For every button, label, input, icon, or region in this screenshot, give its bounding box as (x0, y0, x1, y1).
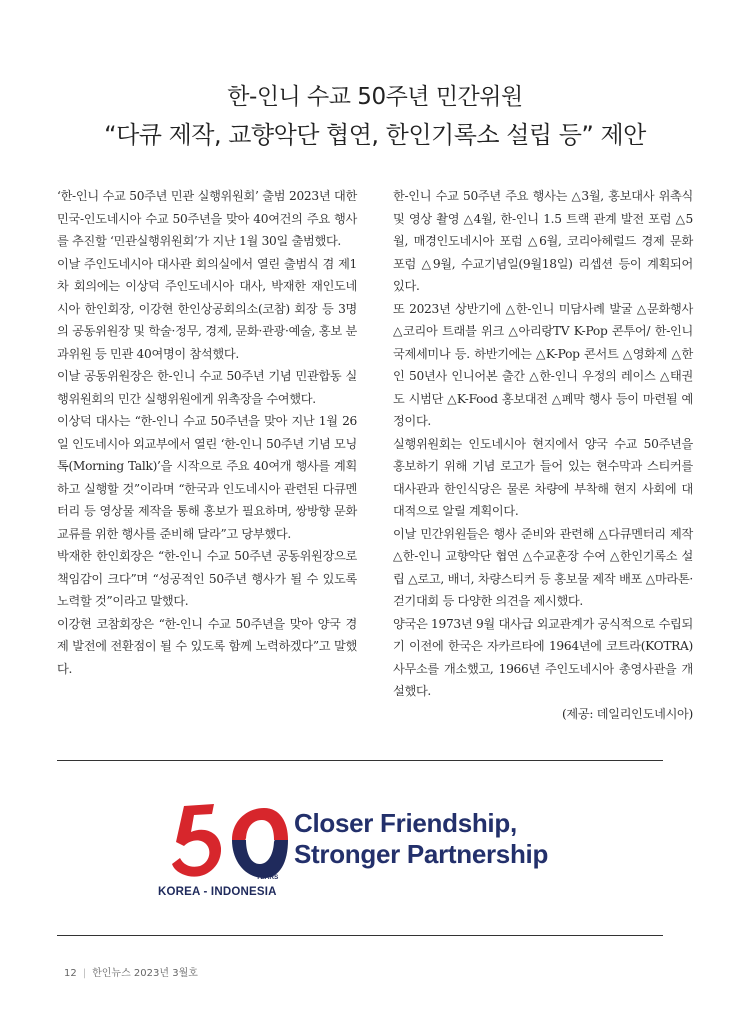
paragraph: 또 2023년 상반기에 △한-인니 미담사례 발굴 △문화행사 △코리아 트래블 위크 △아리랑TV K-Pop 콘투어/ 한-인니 국제세미나 등. 하반기에는 △K-Pop 콘서트 △영화제 △한인 50년사 인니어본 출간 △한-인니 우정의 레이스 △태권도 시범단 △K-Food 홍보대전 △폐막 행사 등이 마련될 예정이다. (393, 301, 693, 428)
anniversary-banner (158, 790, 590, 900)
divider-top (57, 760, 663, 761)
footer-separator: | (82, 968, 87, 979)
article-body (57, 185, 693, 725)
page-footer (64, 964, 198, 979)
source-credit: (제공: 데일리인도네시아) (561, 706, 693, 721)
paragraph: 이날 민간위원들은 행사 준비와 관련해 △다큐멘터리 제작 △한-인니 교향악단 협연 △수교훈장 수여 △한인기록소 설립 △로고, 배너, 차량스티커 등 홍보물 제작 배포 △마라톤·걷기대회 등 다양한 의견을 제시했다. (393, 526, 693, 608)
paragraph: 이강현 코참회장은 “한-인니 수교 50주년을 맞아 양국 경제 발전에 전환점이 될 수 있도록 함께 노력하겠다”고 말했다. (57, 616, 357, 676)
paragraph: 이날 공동위원장은 한-인니 수교 50주년 기념 민관합동 실행위원회의 민간 실행위원에게 위촉장을 수여했다. (57, 369, 357, 406)
paragraph: 이상덕 대사는 “한-인니 수교 50주년을 맞아 지난 1월 26일 인도네시아 외교부에서 열린 ‘한-인니 50주년 기념 모닝톡(Morning Talk)’을 시작으로 주요 40여개 행사를 계획하고 실행할 것”이라며 “한국과 인도네시아 관련된 다큐멘터리 등 영상물 제작을 통해 홍보가 필요하며, 쌍방향 문화교류를 위한 행사를 준비해 달라”고 당부했다. (57, 414, 357, 541)
right-column (393, 185, 693, 725)
page-number: 12 (64, 968, 77, 979)
publication-name: 한인뉴스 2023년 3월호 (92, 968, 198, 979)
paragraph: 박재한 한인회장은 “한-인니 수교 50주년 공동위원장으로 책임감이 크다”며 “성공적인 50주년 행사가 될 수 있도록 노력할 것”이라고 말했다. (57, 549, 357, 608)
title-line-2: “다큐 제작, 교향악단 협연, 한인기록소 설립 등” 제안 (104, 121, 646, 149)
paragraph: 실행위원회는 인도네시아 현지에서 양국 수교 50주년을 홍보하기 위해 기념 로고가 들어 있는 현수막과 스티커를 대사관과 한인식당은 물론 차량에 부착해 현지 사회에 대대적으로 알릴 계획이다. (393, 436, 693, 518)
paragraph: 양국은 1973년 9월 대사급 외교관계가 공식적으로 수립되기 이전에 한국은 자카르타에 1964년에 코트라(KOTRA) 사무소를 개소했고, 1966년 주인도네시아 총영사관을 개설했다. (393, 616, 693, 698)
paragraph: ‘한-인니 수교 50주년 민관 실행위원회’ 출범 2023년 대한민국-인도네시아 수교 50주년을 맞아 40여건의 주요 행사를 추진할 ‘민관실행위원회’가 지난 1월 30일 출범했다. (57, 189, 357, 248)
korea-indonesia-50-years-logo (158, 800, 290, 898)
slogan-line-1: Closer Friendship, (294, 808, 517, 838)
slogan-line-2: Stronger Partnership (294, 839, 549, 869)
paragraph: 한-인니 수교 50주년 주요 행사는 △3월, 홍보대사 위촉식 및 영상 촬영 △4월, 한-인니 1.5 트랙 관계 발전 포럼 △5월, 매경인도네시아 포럼 △6월, 코리아헤럴드 경제 문화 포럼 △9월, 수교기념일(9월18일) 리셉션 등이 계획되어 있다. (393, 189, 693, 293)
banner-slogan (294, 808, 548, 870)
article-title (0, 78, 750, 154)
logo-country-label: KOREA - INDONESIA (158, 886, 277, 898)
left-column (57, 185, 357, 725)
paragraph: 이날 주인도네시아 대사관 회의실에서 열린 출범식 겸 제1차 회의에는 이상덕 주인도네시아 대사, 박재한 재인도네시아 한인회장, 이강현 한인상공회의소(코참) 회장 등 3명의 공동위원장 및 학술·정무, 경제, 문화·관광·예술, 홍보 분과위원 등 민관 40여명이 참석했다. (57, 256, 357, 361)
divider-bottom (57, 935, 663, 936)
logo-years-label: YEARS (256, 874, 279, 881)
title-line-1: 한-인니 수교 50주년 민간위원 (227, 84, 523, 110)
